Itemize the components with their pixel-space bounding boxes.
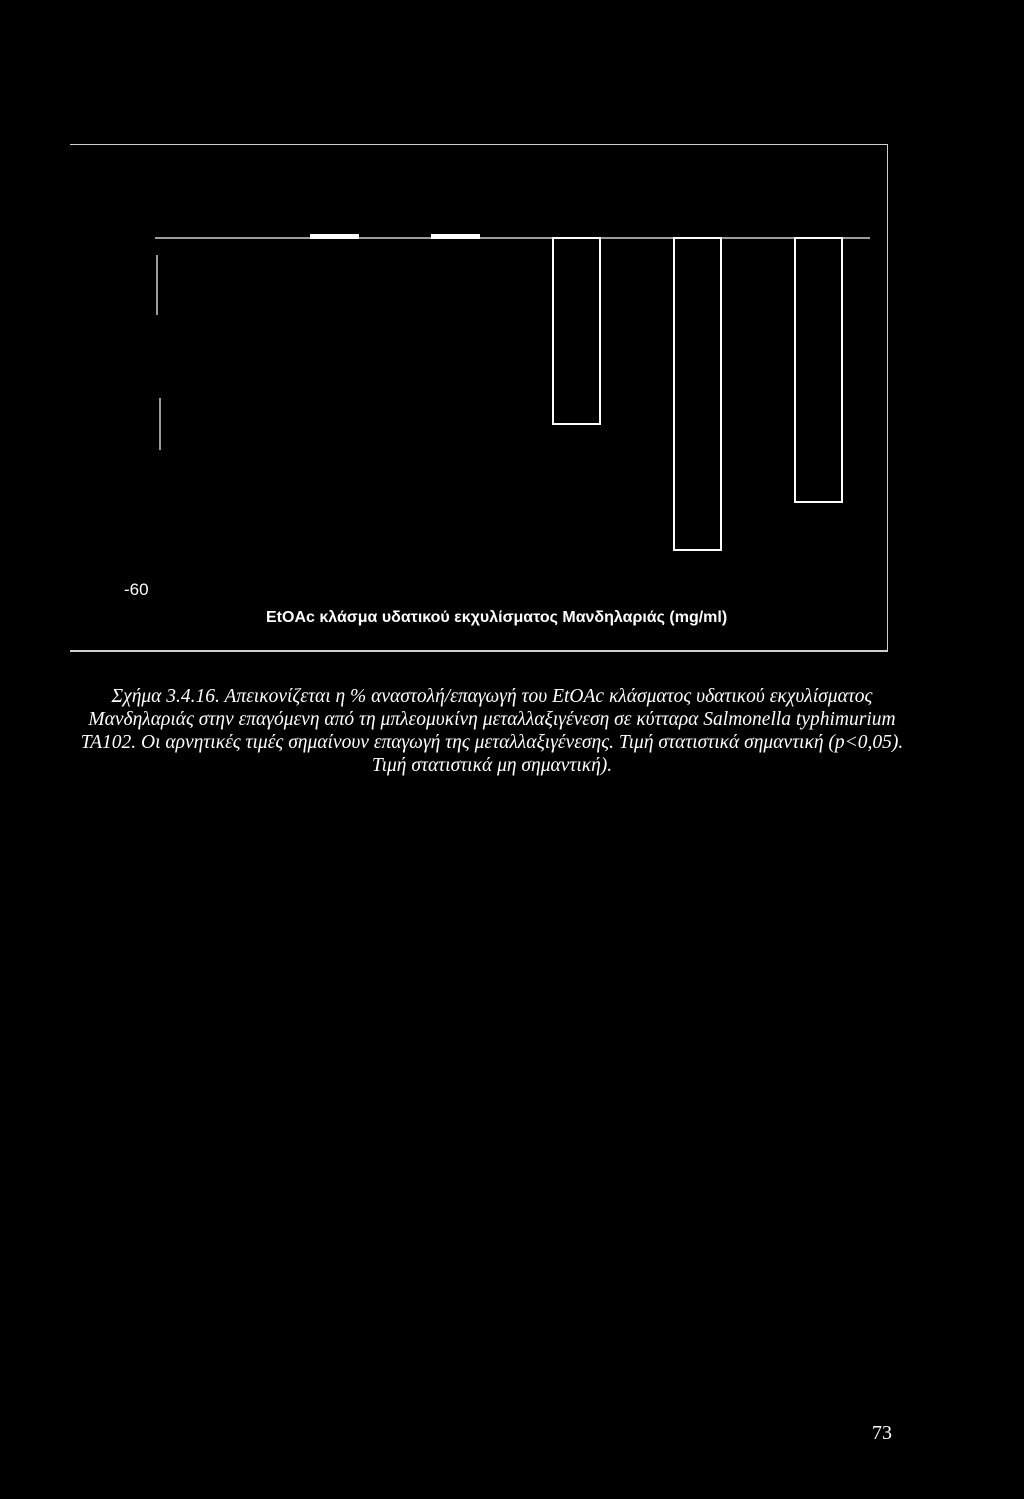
figure-number: Σχήμα 3.4.16.	[111, 686, 220, 707]
bar-series	[190, 235, 842, 550]
bar-4	[553, 238, 600, 424]
figure-caption	[72, 685, 912, 777]
bar-5	[674, 238, 721, 550]
bar-6	[795, 238, 842, 502]
bar-chart	[0, 0, 1024, 700]
page-number: 73	[872, 1422, 892, 1444]
x-axis-label: EtOAc κλάσμα υδατικού εκχυλίσματος Μανδηλαριάς (mg/ml)	[266, 609, 728, 626]
bar-3	[432, 235, 479, 238]
bar-2	[311, 235, 358, 238]
caption-text: Απεικονίζεται η % αναστολή/επαγωγή του EtOAc κλάσματος υδατικού εκχυλίσματος Μανδηλαριάς στην επαγόμενη από τη μπλεομυκίνη μεταλλαξιγένεση σε κύτταρα Salmonella typhimurium TA102. Οι αρνητικές τιμές σημαίνουν επαγωγή της μεταλλαξιγένεσης. Τιμή στατιστικά σημαντική (p<0,05). Τιμή στατιστικά μη σημαντική).	[80, 686, 904, 776]
y-tick-label-min: -60	[124, 580, 149, 599]
